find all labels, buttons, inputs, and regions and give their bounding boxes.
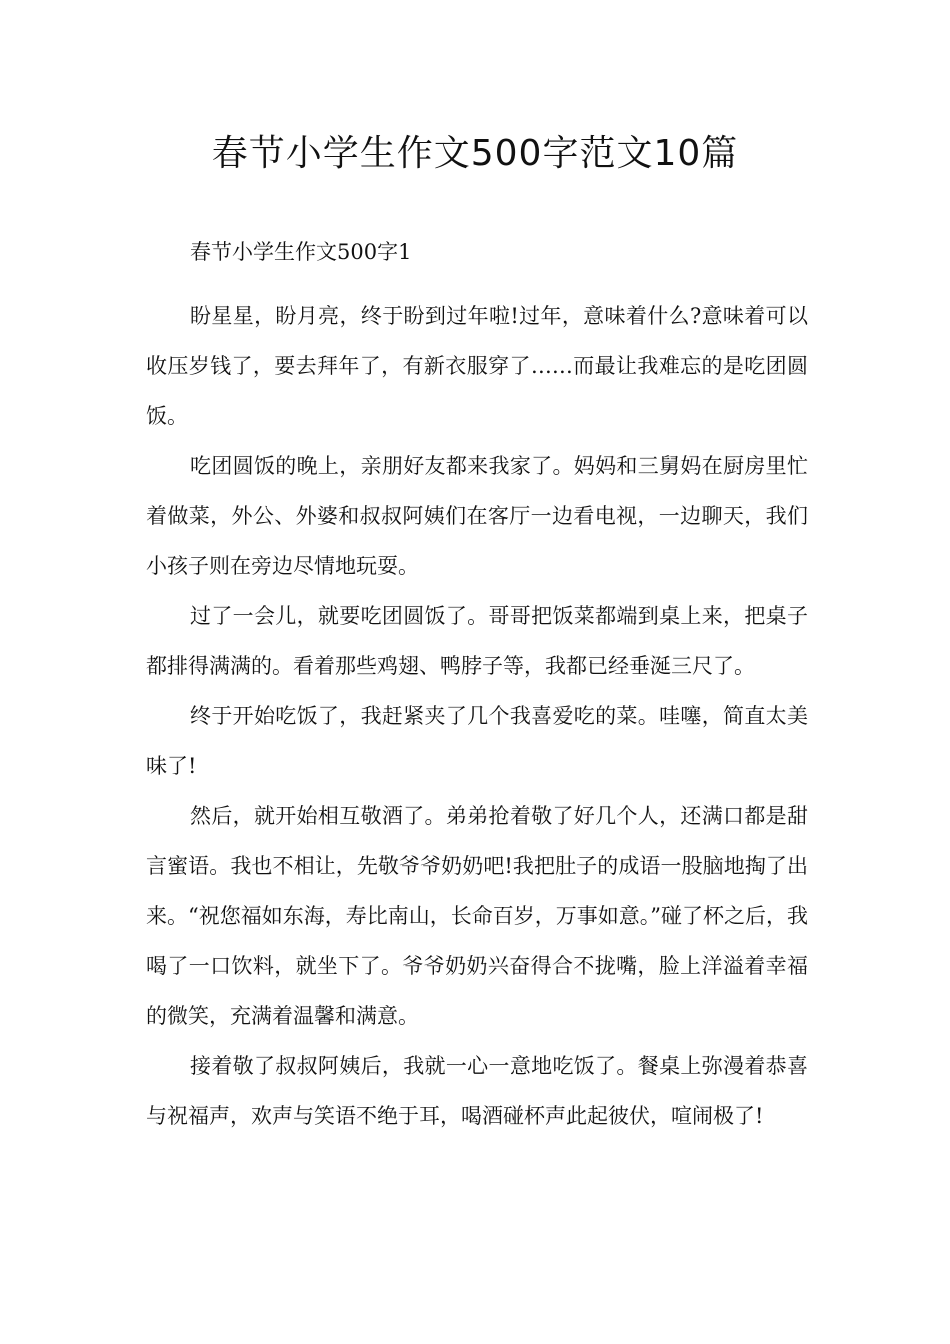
paragraph-5: 然后，就开始相互敬酒了。弟弟抢着敬了好几个人，还满口都是甜言蜜语。我也不相让，先敬爷爷奶奶吧!我把肚子的成语一股脑地掏了出来。“祝您福如东海，寿比南山，长命百岁，万事如意。”碰了杯之后，我喝了一口饮料，就坐下了。爷爷奶奶兴奋得合不拢嘴，脸上洋溢着幸福的微笑，充满着温馨和满意。 xyxy=(146,804,808,1028)
paragraph-6: 接着敬了叔叔阿姨后，我就一心一意地吃饭了。餐桌上弥漫着恭喜与祝福声，欢声与笑语不绝于耳，喝酒碰杯声此起彼伏，喧闹极了! xyxy=(146,1054,808,1128)
paragraph-1: 盼星星，盼月亮，终于盼到过年啦!过年，意味着什么?意味着可以收压岁钱了，要去拜年了，有新衣服穿了……而最让我难忘的是吃团圆饭。 xyxy=(146,304,808,428)
document-title: 春节小学生作文500字范文10篇 xyxy=(211,133,739,174)
section-heading: 春节小学生作文500字1 xyxy=(190,240,412,264)
paragraph-4: 终于开始吃饭了，我赶紧夹了几个我喜爱吃的菜。哇噻，简直太美味了! xyxy=(146,704,808,778)
paragraph-3: 过了一会儿，就要吃团圆饭了。哥哥把饭菜都端到桌上来，把桌子都排得满满的。看着那些鸡翅、鸭脖子等，我都已经垂涎三尺了。 xyxy=(146,604,808,678)
paragraph-2: 吃团圆饭的晚上，亲朋好友都来我家了。妈妈和三舅妈在厨房里忙着做菜，外公、外婆和叔叔阿姨们在客厅一边看电视，一边聊天，我们小孩子则在旁边尽情地玩耍。 xyxy=(146,454,808,578)
document-body xyxy=(146,227,808,1141)
